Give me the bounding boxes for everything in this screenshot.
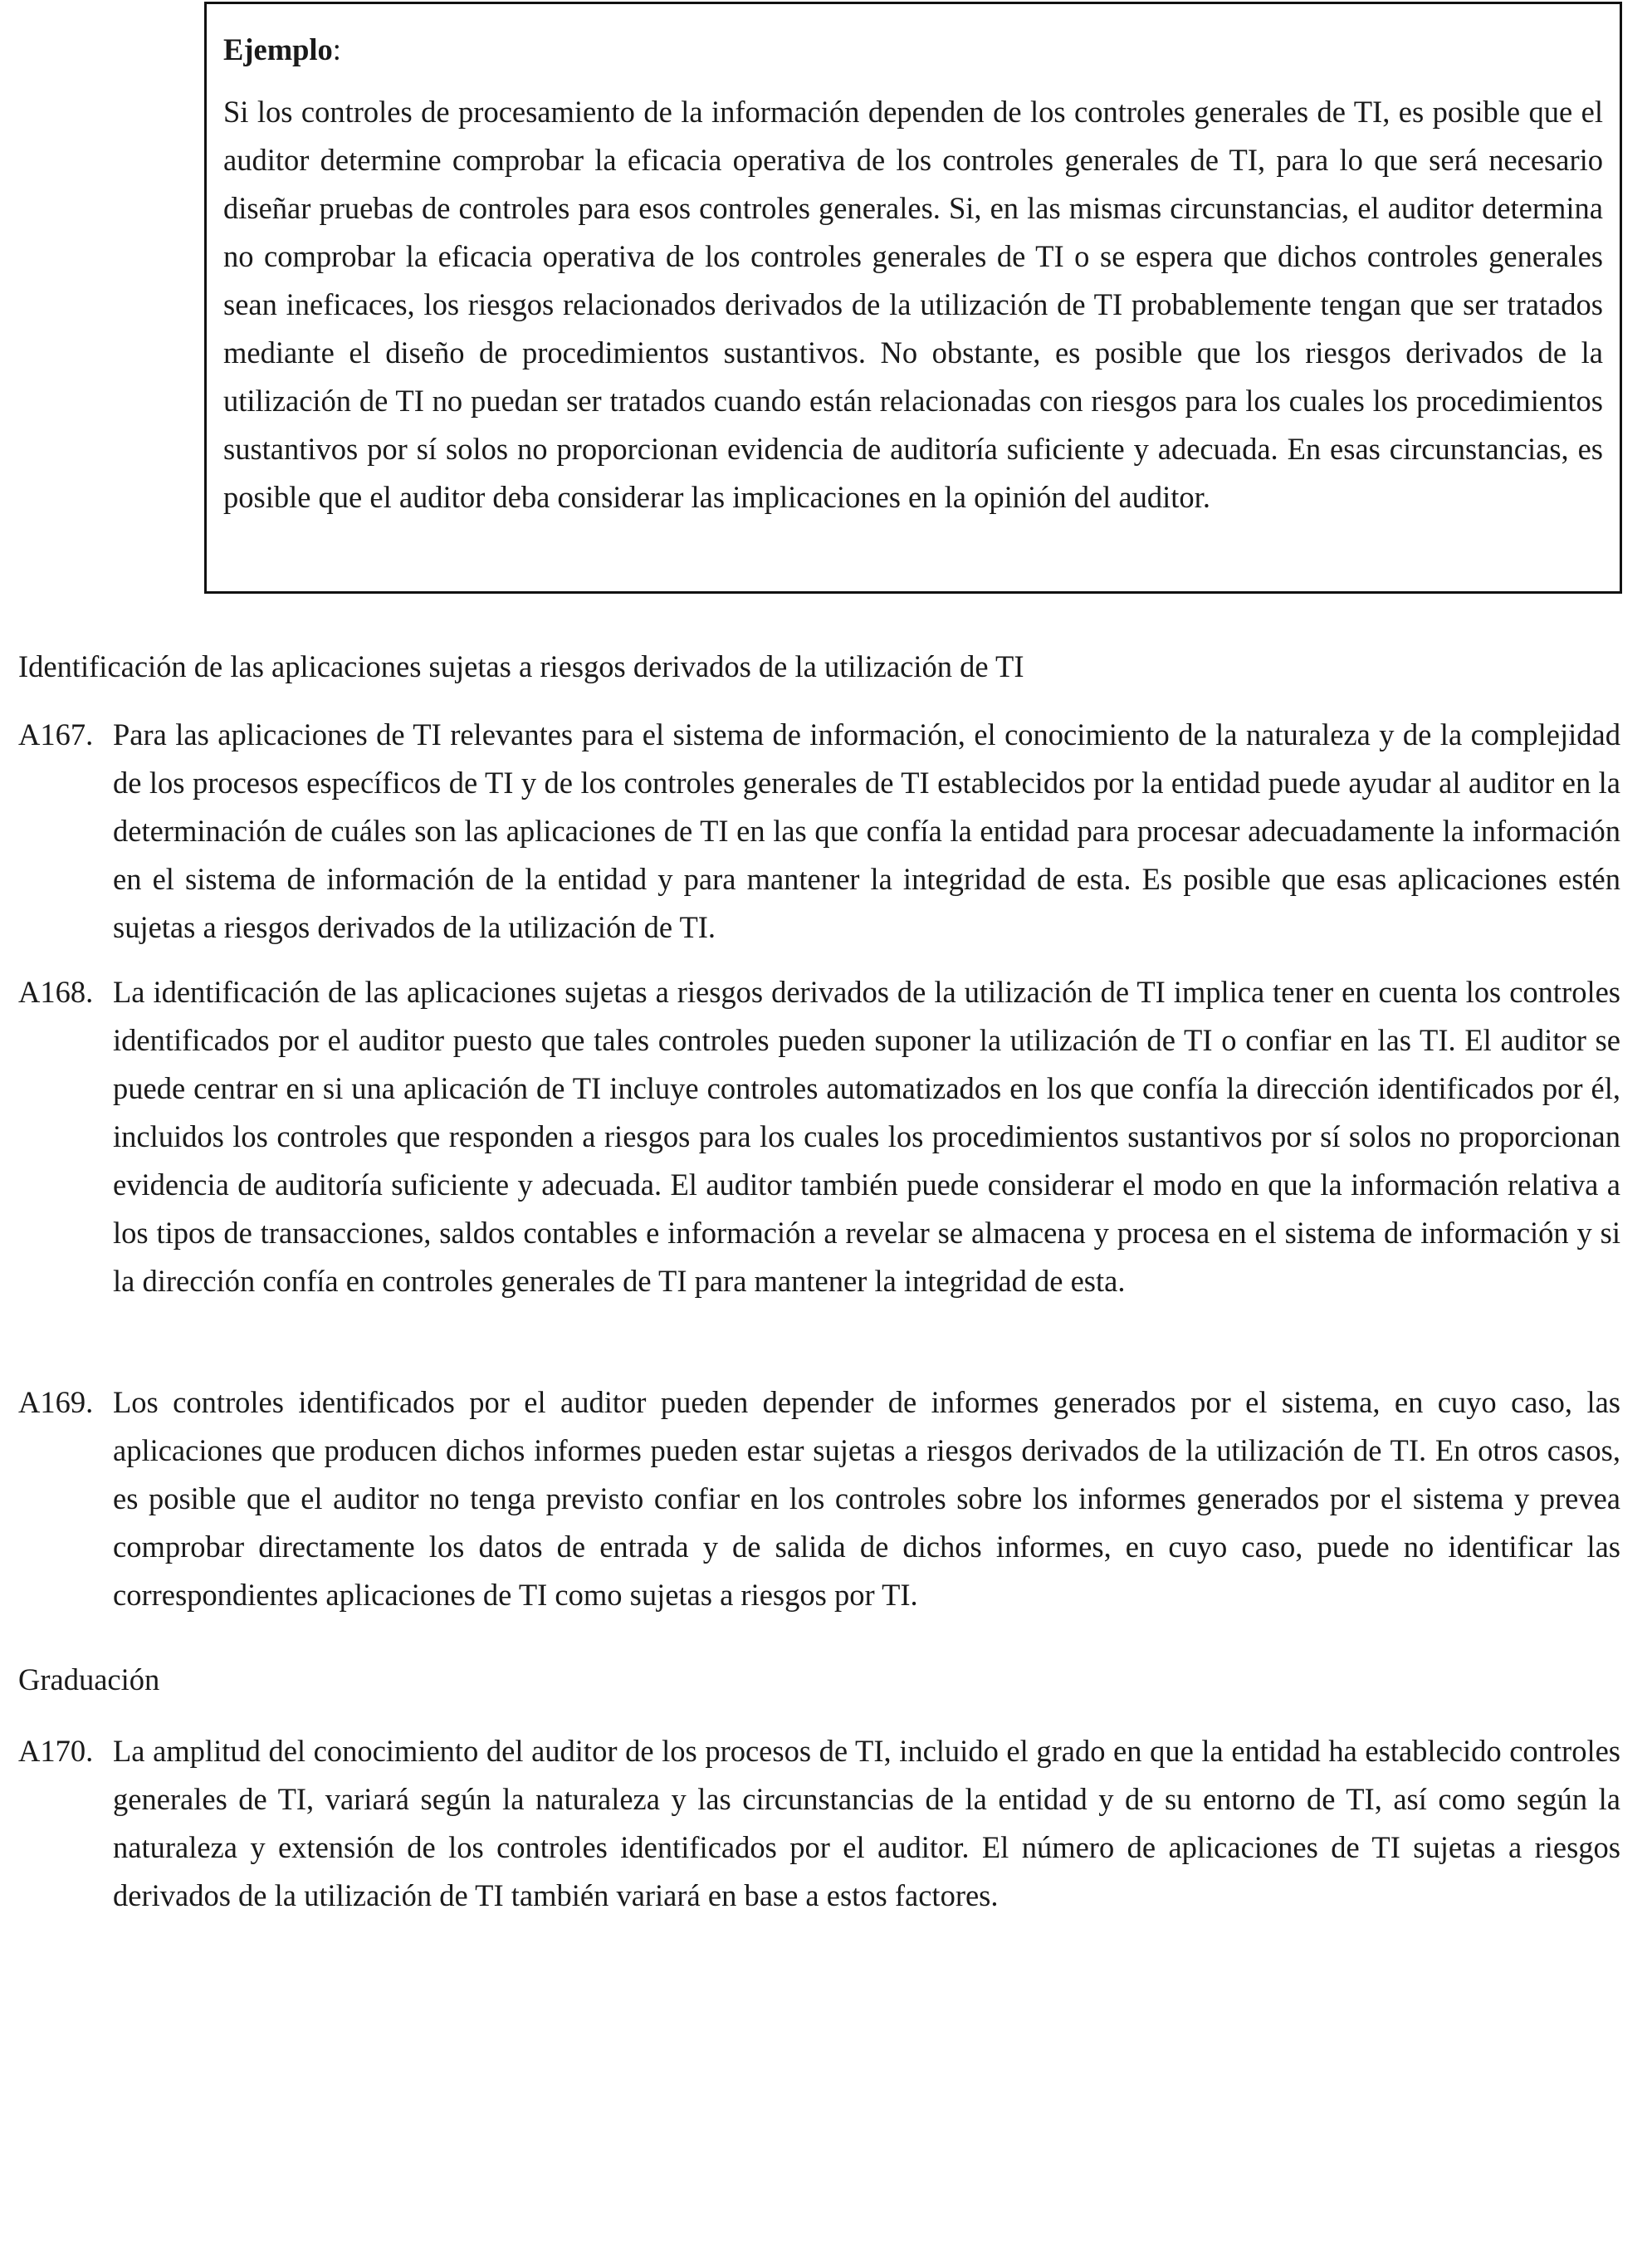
example-title bbox=[223, 26, 1603, 74]
paragraph-text: Para las aplicaciones de TI relevantes para el sistema de información, el conocimiento de la naturaleza y de la complejidad de los procesos específicos de TI y de los controles generales de TI establecidos por la entidad puede ayudar al auditor en la determinación de cuáles son las aplicaciones de TI en las que confía la entidad para procesar adecuadamente la información en el sistema de información de la entidad y para mantener la integridad de esta. Es posible que esas aplicaciones estén sujetas a riesgos derivados de la utilización de TI. bbox=[113, 717, 1620, 944]
paragraph-number: A170. bbox=[18, 1734, 94, 1768]
paragraph-text: Los controles identificados por el auditor pueden depender de informes generados por el sistema, en cuyo caso, las aplicaciones que producen dichos informes pueden estar sujetas a riesgos derivados de la utilización de TI. En otros casos, es posible que el auditor no tenga previsto confiar en los controles sobre los informes generados por el sistema y prevea comprobar directamente los datos de entrada y de salida de dichos informes, en cuyo caso, puede no identificar las correspondientes aplicaciones de TI como sujetas a riesgos por TI. bbox=[113, 1385, 1620, 1612]
paragraph-a168 bbox=[18, 968, 1620, 1305]
paragraph-number: A168. bbox=[18, 975, 94, 1009]
section-heading-graduacion: Graduación bbox=[18, 1662, 160, 1696]
paragraph-number: A169. bbox=[18, 1385, 94, 1419]
paragraph-a170 bbox=[18, 1727, 1620, 1920]
example-text: Si los controles de procesamiento de la información dependen de los controles generales de TI, es posible que el auditor determine comprobar la eficacia operativa de los controles generales de TI, para lo que será necesario diseñar pruebas de controles para esos controles generales. Si, en las mismas circunstancias, el auditor determina no comprobar la eficacia operativa de los controles generales de TI o se espera que dichos controles generales sean ineficaces, los riesgos relacionados derivados de la utilización de TI probablemente tengan que ser tratados mediante el diseño de procedimientos sustantivos. No obstante, es posible que los riesgos derivados de la utilización de TI no puedan ser tratados cuando están relacionadas con riesgos para los cuales los procedimientos sustantivos por sí solos no proporcionan evidencia de auditoría suficiente y adecuada. En esas circunstancias, es posible que el auditor deba considerar las implicaciones en la opinión del auditor. bbox=[223, 95, 1603, 514]
example-box bbox=[204, 2, 1622, 594]
paragraph-a167 bbox=[18, 711, 1620, 952]
paragraph-text: La identificación de las aplicaciones sujetas a riesgos derivados de la utilización de TI implica tener en cuenta los controles identificados por el auditor puesto que tales controles pueden suponer la utilización de TI o confiar en las TI. El auditor se puede centrar en si una aplicación de TI incluye controles automatizados en los que confía la dirección identificados por él, incluidos los controles que responden a riesgos para los cuales los procedimientos sustantivos por sí solos no proporcionan evidencia de auditoría suficiente y adecuada. El auditor también puede considerar el modo en que la información relativa a los tipos de transacciones, saldos contables e información a revelar se almacena y procesa en el sistema de información y si la dirección confía en controles generales de TI para mantener la integridad de esta. bbox=[113, 975, 1620, 1298]
paragraph-text: La amplitud del conocimiento del auditor de los procesos de TI, incluido el grado en que la entidad ha establecido controles generales de TI, variará según la naturaleza y las circunstancias de la entidad y de su entorno de TI, así como según la naturaleza y extensión de los controles identificados por el auditor. El número de aplicaciones de TI sujetas a riesgos derivados de la utilización de TI también variará en base a estos factores. bbox=[113, 1734, 1620, 1912]
example-title-label: Ejemplo bbox=[223, 32, 333, 66]
paragraph-number: A167. bbox=[18, 717, 94, 751]
section-heading-identificacion: Identificación de las aplicaciones sujetas a riesgos derivados de la utilización de TI bbox=[18, 649, 1024, 683]
example-title-colon: : bbox=[332, 32, 341, 66]
paragraph-a169 bbox=[18, 1378, 1620, 1619]
